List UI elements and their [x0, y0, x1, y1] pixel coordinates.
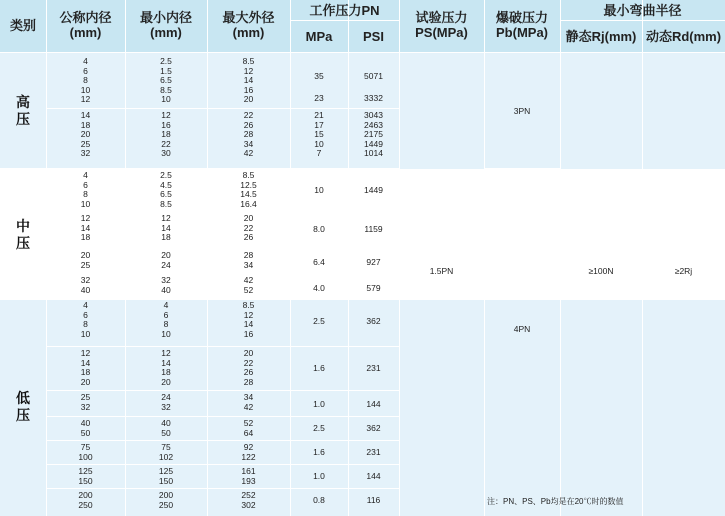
row-divider [46, 108, 399, 109]
pressure-mpa: 1.0 [313, 399, 325, 409]
category-divider [0, 168, 46, 169]
header-sub-divider [290, 20, 399, 21]
header-static-radius: 静态Rj(mm) [565, 29, 637, 44]
table-row-nominal: 75 100 [78, 442, 93, 462]
header-max-od: 最大外径 (mm) [222, 10, 275, 40]
table-row-max-od: 20 22 26 [243, 213, 254, 243]
pressure-psi: 116 [366, 495, 381, 505]
header-dynamic-radius: 动态Rd(mm) [645, 29, 722, 44]
row-divider [46, 488, 399, 489]
table-row-min-id: 32 40 [161, 275, 171, 295]
pressure-mpa: 21 17 15 10 7 [314, 110, 324, 159]
header-min-bend-radius: 最小弯曲半径 [603, 3, 682, 18]
static-radius-value: ≥100N [588, 266, 614, 276]
table-row-min-id: 2.5 4.5 6.5 8.5 [160, 170, 172, 209]
table-row-max-od: 92 122 [241, 442, 256, 462]
table-row-max-od: 8.5 12 14 16 20 [242, 56, 255, 105]
category-divider [0, 299, 46, 300]
pressure-mpa: 6.4 [313, 257, 325, 267]
table-row-min-id: 12 16 18 22 30 [161, 110, 171, 159]
pressure-psi: 362 [366, 423, 381, 433]
table-row-max-od: 52 64 [243, 418, 254, 438]
table-row-min-id: 125 150 [158, 466, 174, 486]
header-sub-divider [560, 20, 725, 21]
pressure-psi: 3332 [364, 93, 383, 103]
pressure-psi: 3043 2463 2175 1449 1014 [364, 110, 383, 159]
col-divider [399, 0, 400, 516]
col-divider [560, 0, 561, 516]
pressure-psi: 579 [366, 283, 381, 293]
footnote: 注：PN、PS、Pb均是在20℃时的数值 [487, 497, 624, 506]
table-row-max-od: 161 193 [241, 466, 256, 486]
header-psi: PSI [363, 29, 384, 44]
table-row-nominal: 20 25 [80, 250, 91, 270]
pressure-mpa: 8.0 [313, 224, 325, 234]
pressure-mpa: 2.5 [313, 423, 325, 433]
header-burst-pressure: 爆破压力 Pb(MPa) [495, 10, 548, 40]
header-nominal-id: 公称内径 (mm) [59, 10, 112, 40]
category-low-pressure: 低 压 [16, 390, 30, 423]
pressure-mpa: 2.5 [313, 316, 325, 326]
table-row-min-id: 20 24 [161, 250, 171, 270]
table-row-min-id: 4 6 8 10 [161, 300, 171, 339]
pressure-mpa: 23 [314, 93, 324, 103]
table-row-min-id: 12 14 18 [161, 213, 171, 243]
header-working-pressure: 工作压力PN [309, 3, 380, 18]
table-row-max-od: 22 26 28 34 42 [243, 110, 254, 159]
pressure-psi: 231 [366, 363, 381, 373]
pressure-mpa: 1.0 [313, 471, 325, 481]
table-row-nominal: 32 40 [80, 275, 91, 295]
table-row-max-od: 20 22 26 28 [243, 348, 254, 387]
header-category: 类别 [9, 18, 36, 33]
table-row-min-id: 40 50 [161, 418, 171, 438]
table-row-max-od: 8.5 12.5 14.5 16.4 [240, 170, 257, 209]
header-bottom-divider [0, 52, 725, 53]
pressure-mpa: 4.0 [313, 283, 325, 293]
pressure-psi: 144 [366, 399, 381, 409]
table-row-max-od: 8.5 12 14 16 [242, 300, 255, 339]
row-divider [46, 211, 399, 212]
pressure-psi: 231 [366, 447, 381, 457]
pressure-mpa: 10 [314, 185, 324, 195]
table-row-min-id: 12 14 18 20 [161, 348, 171, 387]
table-row-max-od: 34 42 [243, 392, 254, 412]
pressure-psi: 1449 [364, 185, 383, 195]
table-row-max-od: 28 34 [243, 250, 254, 270]
table-row-nominal: 12 14 18 20 [80, 348, 91, 387]
dynamic-radius-value: ≥2Rj [674, 266, 693, 276]
category-medium-pressure: 中 压 [16, 218, 30, 251]
pressure-psi: 1159 [364, 224, 383, 234]
pressure-psi: 5071 [364, 71, 383, 81]
row-divider [46, 390, 399, 391]
col-divider [484, 0, 485, 516]
header-min-id: 最小内径 (mm) [139, 10, 192, 40]
row-divider [46, 416, 399, 417]
table-row-min-id: 2.5 1.5 6.5 8.5 10 [160, 56, 172, 105]
table-row-nominal: 40 50 [80, 418, 91, 438]
table-row-max-od: 42 52 [243, 275, 254, 295]
pressure-mpa: 0.8 [313, 495, 325, 505]
table-row-max-od: 252 302 [241, 490, 256, 510]
header-mpa: MPa [305, 29, 333, 44]
row-divider [46, 440, 399, 441]
burst-value-low: 4PN [513, 324, 531, 334]
header-test-pressure: 试验压力 PS(MPa) [415, 10, 468, 40]
burst-divider [484, 168, 560, 169]
pressure-psi: 362 [366, 316, 381, 326]
row-divider [46, 273, 399, 274]
pressure-mpa: 1.6 [313, 363, 325, 373]
table-row-nominal: 25 32 [80, 392, 91, 412]
test-pressure-value: 1.5PN [429, 266, 454, 276]
pressure-psi: 927 [366, 257, 381, 267]
table-row-nominal: 200 250 [78, 490, 93, 510]
pressure-psi: 144 [366, 471, 381, 481]
pressure-mpa: 1.6 [313, 447, 325, 457]
category-high-pressure: 高 压 [16, 94, 30, 127]
table-row-nominal: 125 150 [78, 466, 93, 486]
row-divider [46, 346, 399, 347]
table-row-nominal: 14 18 20 25 32 [80, 110, 91, 159]
table-row-nominal: 4 6 8 10 [80, 300, 91, 339]
row-divider [46, 464, 399, 465]
col-divider [642, 0, 643, 516]
table-row-min-id: 75 102 [158, 442, 174, 462]
table-row-min-id: 200 250 [158, 490, 174, 510]
pressure-mpa: 35 [314, 71, 324, 81]
table-row-nominal: 12 14 18 [80, 213, 91, 243]
row-divider [46, 248, 399, 249]
burst-value-high: 3PN [513, 106, 531, 116]
table-row-nominal: 4 6 8 10 [80, 170, 91, 209]
row-divider [46, 299, 399, 300]
table-row-nominal: 4 6 8 10 12 [80, 56, 91, 105]
row-divider [46, 168, 399, 169]
table-row-min-id: 24 32 [161, 392, 171, 412]
